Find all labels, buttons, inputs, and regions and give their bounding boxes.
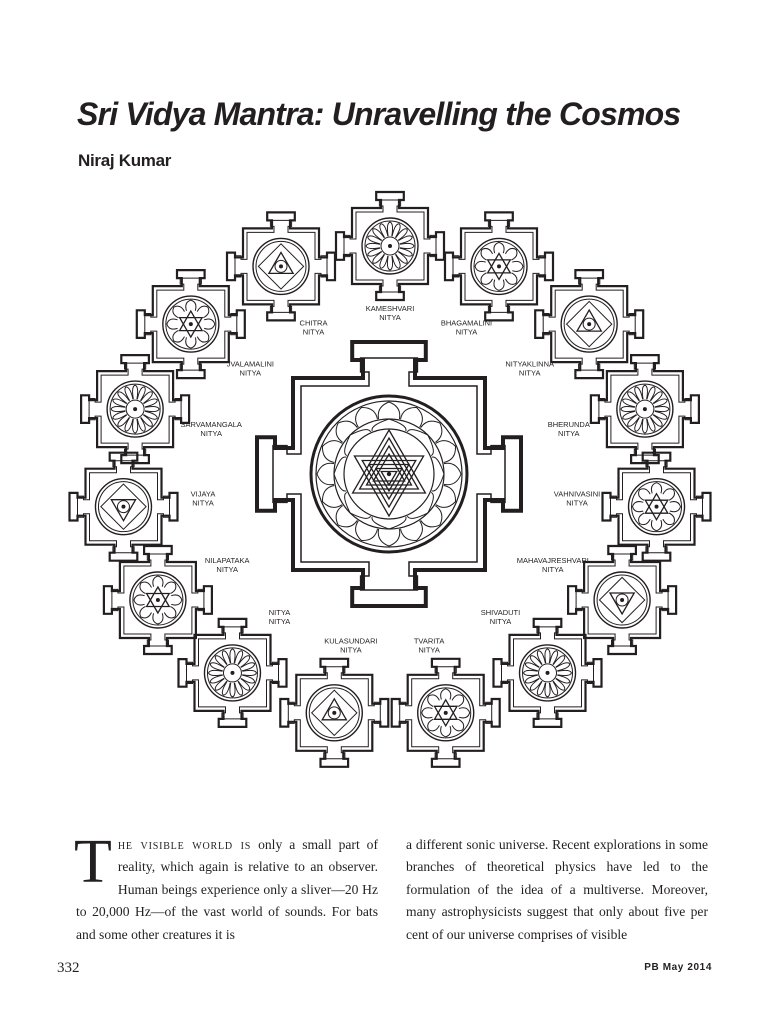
- body-column-right: [406, 834, 708, 946]
- yantra-label-mahavajreshvari: MAHAVAJRESHVARI: [516, 556, 589, 565]
- article-title: Sri Vidya Mantra: Unravelling the Cosmos: [77, 96, 681, 132]
- yantra-label-chitra: CHITRA: [299, 318, 328, 328]
- yantra-kulasundari: [280, 659, 388, 767]
- yantra-label-shivaduti-nitya: NITYA: [489, 616, 512, 626]
- yantra-kameshvari: [336, 192, 444, 300]
- running-head: PB May 2014: [644, 962, 712, 973]
- yantra-vahnivasini: [603, 453, 711, 561]
- yantra-label-tvarita: TVARITA: [413, 636, 445, 646]
- page-number: 332: [57, 960, 80, 976]
- yantra-chitra: [227, 212, 335, 320]
- yantra-label-vahnivasini: VAHNIVASINI: [553, 489, 601, 499]
- yantra-nitya: [179, 619, 287, 727]
- yantra-label-nityaklinna-nitya: NITYA: [518, 368, 541, 378]
- body-text-right: a different sonic universe. Recent explorations in some branches of theoretical physics have led to the formulation of the idea of a multiverse. Moreover, many astrophysicists suggest that only about five per cent of our universe comprises of visible: [406, 837, 708, 942]
- yantra-label-nilapataka-nitya: NITYA: [216, 565, 238, 574]
- yantra-bhagamalini: [445, 212, 553, 320]
- yantra-label-jvalamalini-nitya: NITYA: [239, 368, 262, 378]
- yantra-label-kulasundari-nitya: NITYA: [340, 645, 362, 655]
- yantra-label-nitya-nitya: NITYA: [268, 616, 291, 626]
- yantra-label-jvalamalini: JVALAMALINI: [226, 359, 274, 369]
- yantra-bherunda: [591, 355, 699, 463]
- yantra-label-tvarita-nitya: NITYA: [418, 645, 440, 655]
- yantra-sarvamangala: [81, 355, 189, 463]
- yantra-label-bherunda: BHERUNDA: [547, 420, 590, 430]
- yantra-illustration: [0, 170, 768, 810]
- yantra-nilapataka: [104, 546, 212, 654]
- yantra-label-kameshvari-nitya: NITYA: [379, 313, 401, 322]
- yantra-label-kameshvari: KAMESHVARI: [365, 304, 415, 313]
- opening-small-caps: he visible world is: [117, 837, 252, 852]
- yantra-shivaduti: [494, 619, 602, 727]
- yantra-label-mahavajreshvari-nitya: NITYA: [542, 565, 564, 574]
- yantra-label-sarvamangala: SARVAMANGALA: [180, 420, 242, 430]
- author-name: Niraj Kumar: [78, 151, 172, 170]
- body-column-left: [74, 828, 378, 946]
- yantra-label-kulasundari: KULASUNDARI: [324, 636, 378, 646]
- yantra-figure: [0, 170, 768, 810]
- yantra-label-shivaduti: SHIVADUTI: [480, 607, 521, 617]
- yantra-tvarita: [392, 659, 500, 767]
- yantra-label-bherunda-nitya: NITYA: [558, 429, 580, 439]
- central-sri-yantra: [257, 342, 521, 606]
- yantra-label-sarvamangala-nitya: NITYA: [200, 429, 222, 439]
- drop-cap: T: [74, 828, 112, 896]
- yantra-label-nilapataka: NILAPATAKA: [204, 556, 250, 565]
- yantra-label-nitya: NITYA: [268, 607, 291, 617]
- yantra-label-vijaya: VIJAYA: [190, 489, 216, 499]
- yantra-label-vijaya-nitya: NITYA: [192, 498, 214, 508]
- yantra-vijaya: [70, 453, 178, 561]
- yantra-label-bhagamalini: BHAGAMALINI: [440, 318, 493, 328]
- yantra-label-nityaklinna: NITYAKLINNA: [505, 359, 555, 369]
- yantra-label-bhagamalini-nitya: NITYA: [455, 327, 478, 337]
- yantra-label-chitra-nitya: NITYA: [302, 327, 325, 337]
- yantra-label-vahnivasini-nitya: NITYA: [566, 498, 588, 508]
- body-text-left: only a small part of reality, which again is relative to an observer. Human beings experience only a sliver—20 Hz to 20,000 Hz—of the vast world of sounds. For bats and some other creatures it is: [76, 837, 378, 942]
